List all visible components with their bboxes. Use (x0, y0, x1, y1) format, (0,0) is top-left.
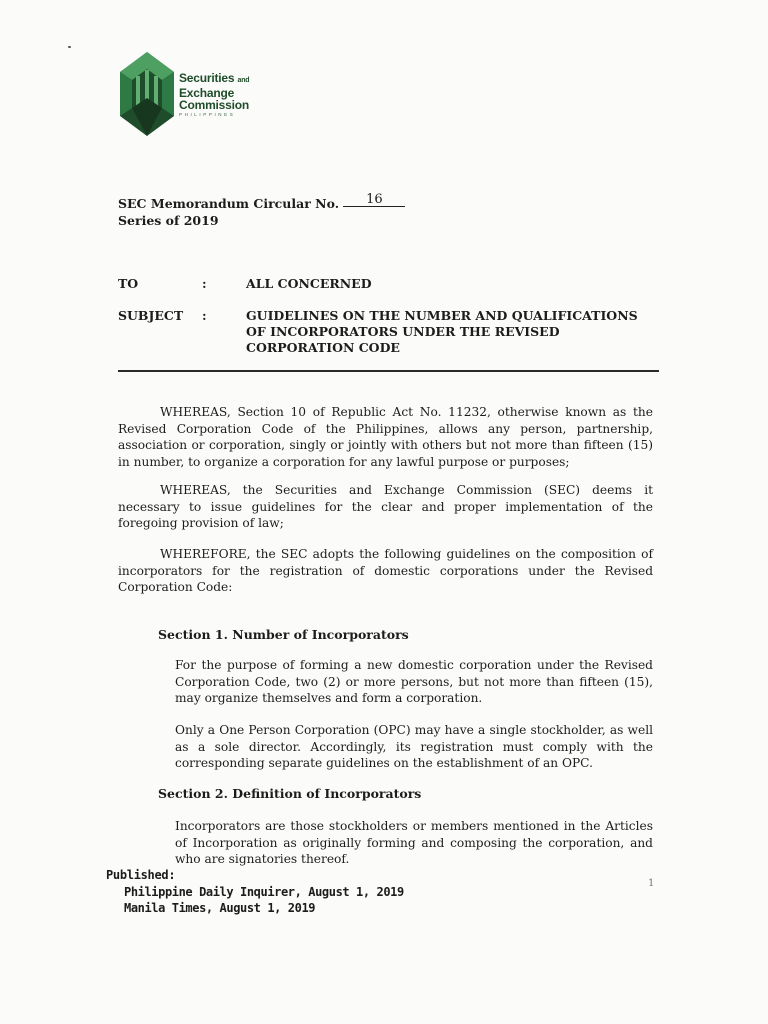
logo-word-and: and (237, 77, 250, 84)
to-colon: : (202, 276, 207, 291)
circular-heading (118, 192, 405, 229)
circular-number: 16 (343, 193, 405, 207)
published-line-2: Manila Times, August 1, 2019 (124, 901, 316, 915)
circular-series: Series of 2019 (118, 213, 219, 228)
published-line-1: Philippine Daily Inquirer, August 1, 2019 (124, 885, 404, 899)
logo-word-philippines: PHILIPPINES (179, 112, 236, 117)
logo-word-securities: Securities (179, 71, 235, 85)
scan-speck (68, 46, 71, 48)
circular-label: SEC Memorandum Circular No. (118, 196, 340, 211)
whereas-paragraph-1: WHEREAS, Section 10 of Republic Act No. 11232, otherwise known as the Revised Corporation Code of the Philippines, allows any person, partnership, association or corporation, singly or jointly with others but not more than fifteen (15) in number, to organize a corporation for any lawful purpose or purposes; (118, 405, 653, 469)
published-label: Published: (106, 868, 176, 882)
sec-logo (118, 50, 278, 140)
to-label: TO (118, 276, 139, 291)
whereas-paragraph-2: WHEREAS, the Securities and Exchange Commission (SEC) deems it necessary to issue guidelines for the clear and proper implementation of the foregoing provision of law; (118, 483, 653, 531)
subject-label: SUBJECT (118, 308, 184, 323)
logo-word-exchange: Exchange (179, 86, 235, 100)
sec-emblem-icon (118, 50, 176, 138)
logo-word-commission: Commission (179, 98, 250, 112)
section-1-heading: Section 1. Number of Incorporators (158, 627, 409, 642)
section-1-paragraph-1: For the purpose of forming a new domestic corporation under the Revised Corporation Code, two (2) or more persons, but not more than fifteen (15), may organize themselves and form a corporation. (175, 658, 653, 706)
to-value: ALL CONCERNED (246, 276, 372, 291)
subject-colon: : (202, 308, 207, 323)
section-1-paragraph-2: Only a One Person Corporation (OPC) may have a single stockholder, as well as a sole director. Accordingly, its registration must comply with the corresponding separate guidelines on the establishment of an OPC. (175, 723, 653, 771)
page-number: 1 (648, 878, 655, 889)
section-2-heading: Section 2. Definition of Incorporators (158, 786, 422, 801)
subject-value: GUIDELINES ON THE NUMBER AND QUALIFICATIONS OF INCORPORATORS UNDER THE REVISED CORPORATION CODE (246, 308, 638, 355)
logo-wordmark (179, 72, 249, 119)
wherefore-paragraph: WHEREFORE, the SEC adopts the following guidelines on the composition of incorporators for the registration of domestic corporations under the Revised Corporation Code: (118, 547, 653, 595)
header-divider (118, 370, 659, 372)
section-2-paragraph-1: Incorporators are those stockholders or members mentioned in the Articles of Incorporation as originally forming and composing the corporation, and who are signatories thereof. (175, 819, 653, 867)
